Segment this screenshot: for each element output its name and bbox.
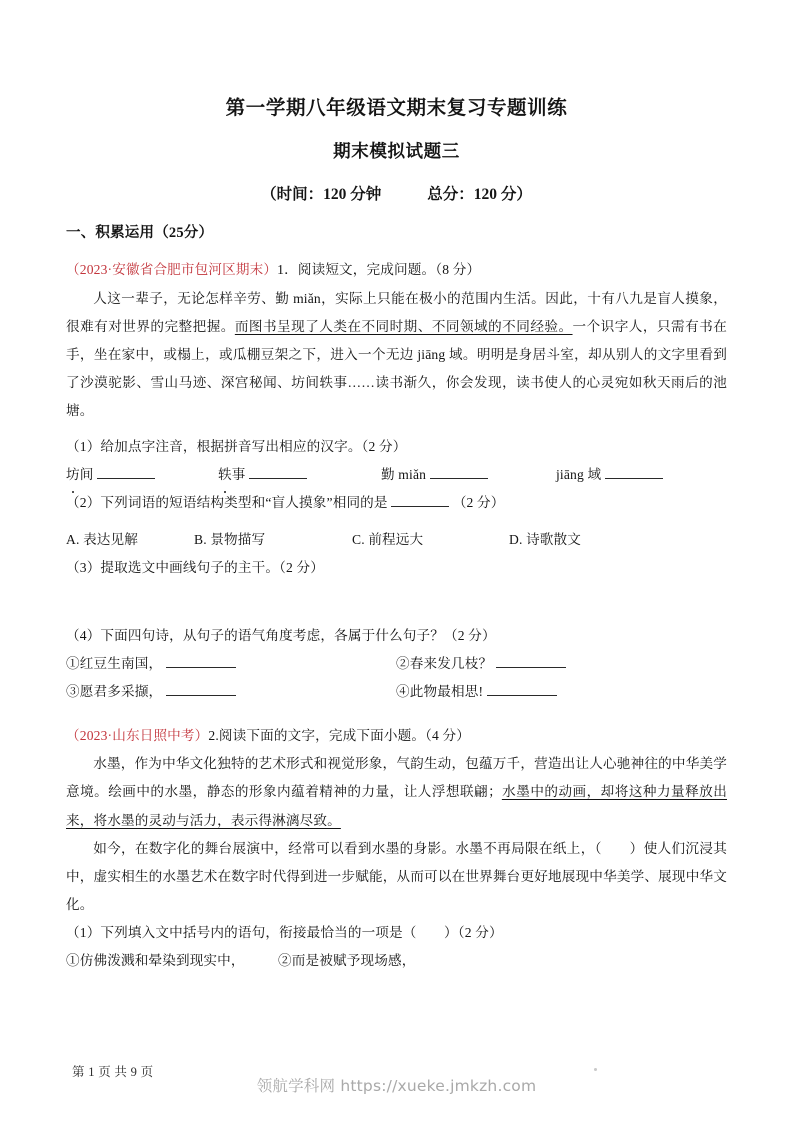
pinyin-fill-row	[66, 461, 727, 489]
fill-item-label: jiāng 域	[556, 467, 602, 483]
watermark: 领航学科网 https://xueke.jmkzh.com	[256, 1077, 537, 1095]
exam-total-score: 总分：120 分）	[427, 185, 532, 203]
question-2-stem: 2.阅读下面的文字，完成下面小题。（4 分）	[208, 728, 470, 744]
exam-meta	[66, 184, 727, 206]
page-subtitle: 期末模拟试题三	[333, 141, 460, 162]
poem-line-2	[396, 650, 566, 678]
poem-line-3	[66, 678, 396, 706]
fill-item-qinmian	[381, 461, 556, 489]
poem-line-4	[396, 678, 557, 706]
poem-line-text: ④此物最相思!	[396, 684, 484, 699]
question-1-sub2	[66, 489, 727, 517]
page-number: 第 1 页 共 9 页	[72, 1065, 154, 1079]
question-2-source-tag: （2023·山东日照中考）	[66, 728, 209, 744]
fill-item-label: 勤 miǎn	[381, 467, 427, 483]
option-d[interactable]: D. 诗歌散文	[509, 531, 582, 547]
question-1-stem: 1．阅读短文，完成问题。（8 分）	[277, 262, 481, 278]
scan-speck	[594, 1068, 597, 1071]
choice-1[interactable]: ①仿佛泼溅和晕染到现实中，	[66, 953, 245, 969]
question-1-stem-line	[66, 256, 727, 284]
question-1-sub2-text: （2）下列词语的短语结构类型和“盲人摸象”相同的是	[66, 495, 388, 511]
question-1-passage	[66, 285, 727, 426]
dotted-char-yi: 轶	[218, 461, 232, 489]
question-2-choices	[66, 947, 727, 975]
answer-blank[interactable]	[166, 667, 236, 668]
exam-time: （时间：120 分钟	[261, 185, 382, 203]
question-1-sub4: （4）下面四句诗，从句子的语气角度考虑，各属于什么句子？（2 分）	[66, 627, 496, 643]
answer-blank[interactable]	[496, 667, 566, 668]
page-title: 第一学期八年级语文期末复习专题训练	[225, 98, 568, 119]
passage-part-a: 人这一辈子，无论怎样辛劳、勤 miǎn，实际上只能在极小的范围内生活。因此，十有八九是盲人摸象，很难有对世界的完整把握。	[66, 290, 727, 334]
answer-blank[interactable]	[249, 478, 307, 479]
answer-blank[interactable]	[605, 478, 663, 479]
fill-item-label: 事	[231, 467, 246, 483]
answer-blank[interactable]	[166, 695, 236, 696]
answer-blank[interactable]	[487, 695, 557, 696]
poem-row-2	[66, 678, 727, 706]
question-1-options	[66, 526, 727, 554]
poem-line-text: ③愿君多采撷，	[66, 684, 163, 699]
question-1-sub2-score: （2 分）	[452, 495, 505, 511]
question-2-passage-1	[66, 750, 727, 834]
page-footer	[0, 1056, 793, 1116]
question-1-sub3: （3）提取选文中画线句子的主干。（2 分）	[66, 559, 325, 575]
fill-item-fangjian	[66, 461, 218, 489]
poem-line-text: ②春来发几枝？	[396, 655, 493, 671]
option-a[interactable]: A. 表达见解	[66, 531, 139, 547]
poem-line-1	[66, 650, 396, 678]
fill-item-jiangyu	[556, 461, 663, 489]
question-2-stem-line	[66, 722, 727, 750]
poem-row-1	[66, 650, 727, 678]
answer-blank[interactable]	[430, 478, 488, 479]
passage-part-b: 一个识字人，只需有书在手，坐在家中，或榻上，或瓜棚豆架之下，进入一个无边 jiāng 域。明明是身居斗室，却从别人的文字里看到了沙漠驼影、雪山马迹、深宫秘闻、坊间轶事……读书渐久，你会发现，读书使人的心灵宛如秋天雨后的池塘。	[66, 318, 727, 418]
dotted-char-fang: 坊	[66, 461, 80, 489]
option-c[interactable]: C. 前程远大	[352, 531, 424, 547]
choice-2[interactable]: ②而是被赋予现场感，	[278, 953, 416, 969]
fill-item-label: 间	[79, 467, 94, 483]
answer-blank[interactable]	[97, 478, 155, 479]
answer-blank[interactable]	[391, 506, 449, 507]
option-b[interactable]: B. 景物描写	[194, 531, 266, 547]
fill-item-yishi	[218, 461, 381, 489]
section-heading: 一、积累运用（25分）	[66, 224, 214, 241]
question-2-passage-2: 如今，在数字化的舞台展演中，经常可以看到水墨的身影。水墨不再局限在纸上，（ ）使人们沉浸其中，虚实相生的水墨艺术在数字时代得到进一步赋能，从而可以在世界舞台更好地展现中华美学、展现中华文化。	[66, 840, 727, 912]
document-body	[66, 96, 727, 975]
passage-part-a: 水墨，作为中华文化独特的艺术形式和视觉形象，气韵生动，包蕴万千，营造出让人心驰神往的中华美学意境。绘画中的水墨，静态的形象内蕴着精神的力量，让人浮想联翩；	[66, 756, 727, 800]
question-1-sub1: （1）给加点字注音，根据拼音写出相应的汉字。（2 分）	[66, 439, 407, 455]
question-1-source-tag: （2023·安徽省合肥市包河区期末）	[66, 262, 278, 278]
passage-underlined: 而图书呈现了人类在不同时期、不同领域的不同经验。	[234, 318, 573, 334]
passage-underlined: 水墨中的动画，却将这种力量释放出来，将水墨的灵动与活力，表示得淋漓尽致。	[66, 784, 727, 828]
question-2-sub1: （1）下列填入文中括号内的语句，衔接最恰当的一项是（ ）（2 分）	[66, 925, 503, 940]
poem-line-text: ①红豆生南国，	[66, 655, 163, 671]
